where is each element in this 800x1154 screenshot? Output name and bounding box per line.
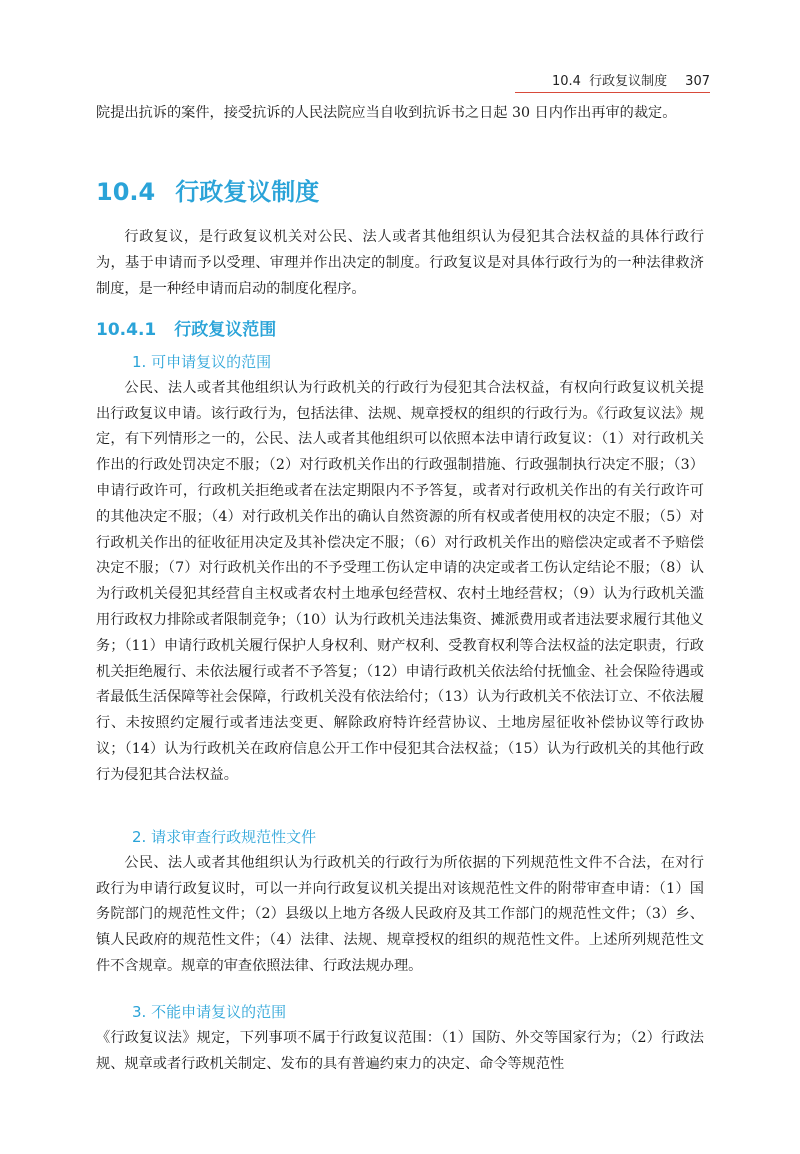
item-block-1: [96, 350, 704, 789]
item-heading-1: 1. 可申请复议的范围: [132, 353, 272, 371]
item-block-2: [96, 825, 704, 980]
header-rule: [515, 92, 710, 93]
carryover-paragraph: 院提出抗诉的案件，接受抗诉的人民法院应当自收到抗诉书之日起 30 日内作出再审的裁定。: [96, 105, 677, 121]
running-header: [552, 70, 710, 89]
section-number: 10.4: [96, 178, 156, 206]
item-heading-3: 3. 不能申请复议的范围: [132, 1003, 287, 1021]
subsection-title: 行政复议范围: [174, 320, 277, 340]
section-intro: 行政复议，是行政复议机关对公民、法人或者其他组织认为侵犯其合法权益的具体行政行为，基于申请而予以受理、审理并作出决定的制度。行政复议是对具体行政行为的一种法律救济制度，是一种经申请而启动的制度化程序。: [96, 229, 704, 297]
item-heading-2: 2. 请求审查行政规范性文件: [132, 828, 317, 846]
item-block-3: [96, 1000, 704, 1077]
carryover-block: [96, 101, 704, 127]
section-title: 行政复议制度: [175, 178, 320, 206]
subsection-heading: [96, 315, 276, 340]
section-intro-block: [96, 225, 704, 302]
item-body-3: 《行政复议法》规定，下列事项不属于行政复议范围：（1）国防、外交等国家行为；（2）行政法规、规章或者行政机关制定、发布的具有普遍约束力的决定、命令等规范性: [96, 1029, 704, 1072]
header-section-title: 10.4 行政复议制度: [551, 74, 668, 89]
item-body-1: 公民、法人或者其他组织认为行政机关的行政行为侵犯其合法权益，有权向行政复议机关提出行政复议申请。该行政行为，包括法律、法规、规章授权的组织的行政行为。《行政复议法》规定，有下列情形之一的，公民、法人或者其他组织可以依照本法申请行政复议：（1）对行政机关作出的行政处罚决定不服；（2）对行政机关作出的行政强制措施、行政强制执行决定不服；（3）申请行政许可，行政机关拒绝或者在法定期限内不予答复，或者对行政机关作出的有关行政许可的其他决定不服；（4）对行政机关作出的确认自然资源的所有权或者使用权的决定不服；（5）对行政机关作出的征收征用决定及其补偿决定不服；（6）对行政机关作出的赔偿决定或者不予赔偿决定不服；（7）对行政机关作出的不予受理工伤认定申请的决定或者工伤认定结论不服；（8）认为行政机关侵犯其经营自主权或者农村土地承包经营权、农村土地经营权；（9）认为行政机关滥用行政权力排除或者限制竞争；（10）认为行政机关违法集资、摊派费用或者违法要求履行其他义务；（11）申请行政机关履行保护人身权利、财产权利、受教育权利等合法权益的法定职责，行政机关拒绝履行、未依法履行或者不予答复；（12）申请行政机关依法给付抚恤金、社会保险待遇或者最低生活保障等社会保障，行政机关没有依法给付；（13）认为行政机关不依法订立、不依法履行、未按照约定履行或者违法变更、解除政府特许经营协议、土地房屋征收补偿协议等行政协议；（14）认为行政机关在政府信息公开工作中侵犯其合法权益；（15）认为行政机关的其他行政行为侵犯其合法权益。: [96, 379, 704, 783]
section-heading: [96, 172, 319, 207]
subsection-number: 10.4.1: [96, 320, 157, 340]
item-body-2: 公民、法人或者其他组织认为行政机关的行政行为所依据的下列规范性文件不合法，在对行政行为申请行政复议时，可以一并向行政复议机关提出对该规范性文件的附带审查申请：（1）国务院部门的规范性文件；（2）县级以上地方各级人民政府及其工作部门的规范性文件；（3）乡、镇人民政府的规范性文件；（4）法律、法规、规章授权的组织的规范性文件。上述所列规范性文件不含规章。规章的审查依照法律、行政法规办理。: [96, 854, 704, 974]
page-number: 307: [685, 74, 710, 89]
